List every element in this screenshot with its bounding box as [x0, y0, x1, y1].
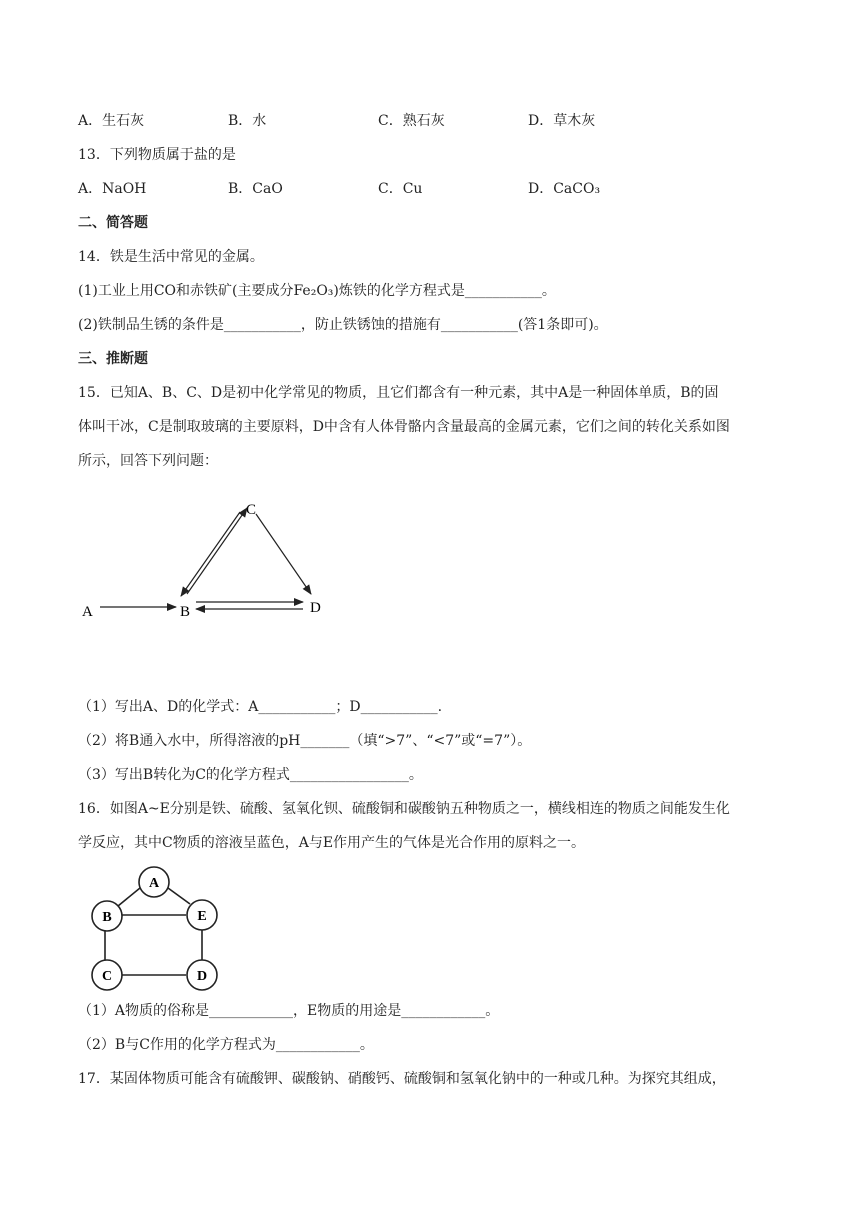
q16-node-b: B	[102, 910, 112, 925]
section-heading-short-answer: 二、简答题	[78, 215, 148, 231]
q16-link-a-e	[168, 888, 190, 904]
q16-stem-line-1: 16．如图A~E分别是铁、硫酸、氢氧化钡、硫酸铜和碳酸钠五种物质之一，横线相连的物质之间能发生化	[78, 801, 730, 817]
section-heading-inference: 三、推断题	[78, 351, 148, 367]
q13-option-a: A．NaOH	[78, 181, 147, 197]
q12-option-a: A．生石灰	[78, 113, 145, 129]
q15-node-a: A	[82, 604, 93, 620]
q14-stem: 14．铁是生活中常见的金属。	[78, 249, 264, 265]
q16-reaction-diagram	[85, 862, 225, 992]
q15-sub-1: （1）写出A、D的化学式：A___________；D___________.	[78, 699, 443, 715]
q15-conversion-diagram	[70, 490, 350, 630]
q15-arrow-b-to-c	[187, 508, 247, 594]
q16-link-a-b	[118, 888, 140, 906]
q15-stem-line-1: 15．已知A、B、C、D是初中化学常见的物质，且它们都含有一种元素，其中A是一种固体单质，B的固	[78, 385, 719, 401]
q15-stem-line-3: 所示，回答下列问题：	[78, 453, 218, 469]
q16-sub-1: （1）A物质的俗称是____________，E物质的用途是____________。	[78, 1003, 500, 1019]
q16-node-e: E	[197, 909, 207, 924]
q15-node-d: D	[310, 600, 321, 616]
q16-node-d: D	[196, 969, 208, 984]
q15-node-b: B	[180, 604, 191, 620]
q14-part-2: (2)铁制品生锈的条件是___________，防止铁锈蚀的措施有___________(答1条即可)。	[78, 317, 608, 333]
q13-option-c: C．Cu	[378, 181, 423, 197]
q13-stem: 13．下列物质属于盐的是	[78, 147, 236, 163]
q15-node-c: C	[246, 502, 257, 518]
q12-option-d: D．草木灰	[528, 113, 596, 129]
q15-arrow-c-to-d	[256, 514, 311, 594]
q15-sub-2: （2）将B通入水中，所得溶液的pH_______（填“>7”、“<7”或“=7”）。	[78, 733, 532, 749]
q16-node-a: A	[148, 876, 160, 891]
q12-option-b: B．水	[228, 113, 267, 129]
q13-option-b: B．CaO	[228, 181, 283, 197]
q12-option-c: C．熟石灰	[378, 113, 445, 129]
q14-part-1: (1)工业上用CO和赤铁矿(主要成分Fe₂O₃)炼铁的化学方程式是___________。	[78, 283, 556, 299]
q12-options	[0, 111, 860, 131]
q13-option-d: D．CaCO₃	[528, 181, 601, 197]
q15-sub-3: （3）写出B转化为C的化学方程式_________________。	[78, 767, 423, 783]
q13-options	[0, 179, 860, 199]
q17-stem-line-1: 17．某固体物质可能含有硫酸钾、碳酸钠、硝酸钙、硫酸铜和氢氧化钠中的一种或几种。为探究其组成，	[78, 1071, 726, 1087]
q16-sub-2: （2）B与C作用的化学方程式为____________。	[78, 1037, 374, 1053]
q15-arrow-c-to-b	[181, 512, 240, 596]
q16-stem-line-2: 学反应，其中C物质的溶液呈蓝色，A与E作用产生的气体是光合作用的原料之一。	[78, 835, 586, 851]
q16-node-c: C	[101, 969, 113, 984]
q15-stem-line-2: 体叫干冰，C是制取玻璃的主要原料，D中含有人体骨骼内含量最高的金属元素，它们之间的转化关系如图	[78, 419, 730, 435]
